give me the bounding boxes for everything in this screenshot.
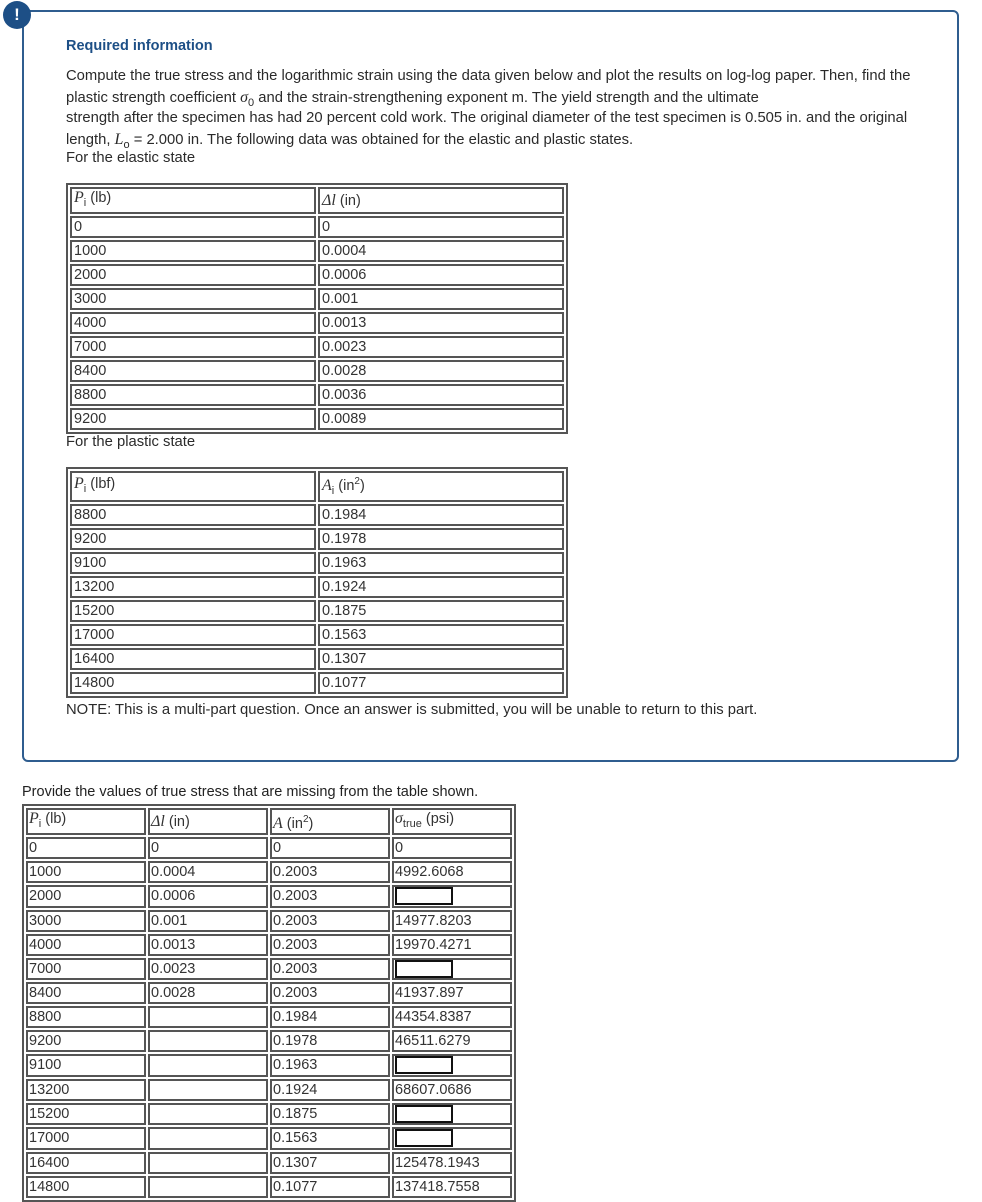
load-subscript: i [83, 483, 87, 495]
problem-text: and the strain-strengthening exponent m. The yield strength and the ultimate [254, 90, 759, 106]
table-header-row [70, 187, 564, 214]
table-cell: 0.1077 [270, 1176, 390, 1198]
table-cell: 19970.4271 [392, 934, 512, 956]
column-header-area [318, 471, 564, 502]
table-cell: 14800 [26, 1176, 146, 1198]
column-header-elongation [148, 808, 268, 835]
table-cell: 46511.6279 [392, 1030, 512, 1052]
table-row [70, 624, 564, 646]
column-header-load [26, 808, 146, 835]
table-row [26, 1006, 512, 1028]
plastic-state-label: For the plastic state [66, 434, 196, 450]
elastic-state-label: For the elastic state [66, 150, 196, 166]
stress-symbol: σ [395, 810, 403, 827]
table-row [26, 837, 512, 859]
problem-text: strength after the specimen has had 20 percent cold work. The original diameter of the test specimen is 0.505 in. and the original length, [66, 110, 908, 148]
table-row [26, 982, 512, 1004]
elongation-unit: (in) [335, 192, 361, 209]
table-cell: 9200 [26, 1030, 146, 1052]
table-cell: 0.2003 [270, 934, 390, 956]
table-cell: 125478.1943 [392, 1152, 512, 1174]
load-symbol: P [74, 475, 84, 492]
table-row [70, 504, 564, 526]
column-header-load [70, 471, 316, 502]
table-row [26, 1176, 512, 1198]
table-cell: 3000 [26, 910, 146, 932]
area-symbol: A [273, 814, 283, 832]
question-prompt: Provide the values of true stress that are missing from the table shown. [22, 784, 479, 800]
table-cell [148, 1006, 268, 1028]
table-row [26, 1127, 512, 1150]
table-cell: 137418.7558 [392, 1176, 512, 1198]
table-row [26, 861, 512, 883]
table-cell: 9100 [70, 552, 316, 574]
table-row [70, 312, 564, 334]
table-cell: 0.0023 [148, 958, 268, 981]
table-row [70, 552, 564, 574]
table-cell: 0.1963 [270, 1054, 390, 1077]
table-cell: 8800 [70, 504, 316, 526]
elongation-unit: (in) [164, 813, 190, 830]
true-stress-answer-cell [392, 1127, 512, 1150]
table-cell: 0.2003 [270, 982, 390, 1004]
table-cell: 0.1924 [270, 1079, 390, 1101]
problem-text: = 2.000 in. The following data was obtained for the elastic and plastic states. [129, 132, 634, 148]
table-row [70, 288, 564, 310]
table-header-row [70, 471, 564, 502]
sigma-subscript: 0 [248, 97, 255, 109]
table-cell: 0.2003 [270, 861, 390, 883]
table-cell: 0.1875 [270, 1103, 390, 1126]
table-cell: 4992.6068 [392, 861, 512, 883]
column-header-true-stress [392, 808, 512, 835]
table-cell: 15200 [26, 1103, 146, 1126]
table-cell: 16400 [26, 1152, 146, 1174]
table-cell: 0.1978 [270, 1030, 390, 1052]
column-header-load [70, 187, 316, 214]
table-cell: 0.0089 [318, 408, 564, 430]
elastic-data-table [66, 183, 568, 434]
length-symbol: L [114, 131, 124, 148]
column-header-area [270, 808, 390, 835]
table-cell: 3000 [70, 288, 316, 310]
table-cell: 0.0006 [148, 885, 268, 908]
table-cell: 0.1963 [318, 552, 564, 574]
problem-statement-line1 [66, 66, 926, 114]
table-cell: 0.2003 [270, 910, 390, 932]
multi-part-note: NOTE: This is a multi-part question. Once an answer is submitted, you will be unable to return to this part. [66, 702, 758, 718]
table-cell [148, 1103, 268, 1126]
plastic-data-table [66, 467, 568, 698]
table-cell: 0.1563 [270, 1127, 390, 1150]
table-cell: 13200 [26, 1079, 146, 1101]
table-cell: 68607.0686 [392, 1079, 512, 1101]
true-stress-answer-input[interactable] [395, 1105, 453, 1123]
table-cell: 0 [70, 216, 316, 238]
table-cell: 7000 [70, 336, 316, 358]
table-cell: 0.0013 [148, 934, 268, 956]
load-symbol: P [74, 189, 84, 206]
table-cell: 0.1563 [318, 624, 564, 646]
true-stress-answer-cell [392, 1054, 512, 1077]
table-row [26, 1079, 512, 1101]
table-cell: 0.0004 [148, 861, 268, 883]
problem-text: Compute the true stress and the logarithmic strain using the data given below and plot the results on log-log paper. Then, find the plastic strength coefficient [66, 68, 911, 106]
table-row [26, 1030, 512, 1052]
table-cell: 0.0023 [318, 336, 564, 358]
table-cell: 0 [270, 837, 390, 859]
area-unit-close: ) [308, 815, 314, 832]
table-cell: 0.0028 [148, 982, 268, 1004]
table-cell: 0.0004 [318, 240, 564, 262]
table-cell: 0.1307 [270, 1152, 390, 1174]
table-cell: 8400 [26, 982, 146, 1004]
table-row [26, 1103, 512, 1126]
table-cell: 8800 [26, 1006, 146, 1028]
table-cell: 0 [392, 837, 512, 859]
table-cell: 0 [26, 837, 146, 859]
table-cell: 9200 [70, 408, 316, 430]
table-cell: 2000 [26, 885, 146, 908]
table-cell: 0.1875 [318, 600, 564, 622]
table-cell: 0.0028 [318, 360, 564, 382]
table-cell: 0 [318, 216, 564, 238]
panel-title: Required information [66, 38, 213, 54]
table-cell: 4000 [70, 312, 316, 334]
table-row [70, 384, 564, 406]
table-row [26, 885, 512, 908]
stress-subscript: true [402, 818, 422, 830]
table-row [70, 240, 564, 262]
area-symbol: A [322, 477, 332, 494]
elongation-symbol: Δl [151, 812, 165, 830]
table-cell [148, 1152, 268, 1174]
table-cell: 14977.8203 [392, 910, 512, 932]
table-cell [148, 1127, 268, 1150]
table-row [26, 1054, 512, 1077]
table-cell: 15200 [70, 600, 316, 622]
table-cell: 9100 [26, 1054, 146, 1077]
load-symbol: P [29, 810, 39, 827]
table-cell: 0.1984 [318, 504, 564, 526]
true-stress-answer-input[interactable] [395, 887, 453, 905]
table-cell: 41937.897 [392, 982, 512, 1004]
table-cell: 17000 [70, 624, 316, 646]
table-row [70, 648, 564, 670]
true-stress-table [22, 804, 516, 1202]
table-cell: 0.1307 [318, 648, 564, 670]
elongation-symbol: Δl [322, 191, 336, 209]
table-cell: 1000 [70, 240, 316, 262]
table-cell [148, 1176, 268, 1198]
true-stress-answer-cell [392, 885, 512, 908]
load-unit: (lb) [86, 190, 112, 206]
table-cell: 0.0006 [318, 264, 564, 286]
true-stress-answer-input[interactable] [395, 1056, 453, 1074]
table-cell: 0.1984 [270, 1006, 390, 1028]
table-cell: 0.0036 [318, 384, 564, 406]
table-cell: 16400 [70, 648, 316, 670]
true-stress-table-body [26, 837, 512, 1198]
true-stress-answer-input[interactable] [395, 1129, 453, 1147]
column-header-elongation [318, 187, 564, 214]
table-cell: 0 [148, 837, 268, 859]
sigma-symbol: σ [240, 89, 248, 106]
table-cell: 0.001 [148, 910, 268, 932]
table-cell: 8400 [70, 360, 316, 382]
table-row [70, 408, 564, 430]
table-row [70, 576, 564, 598]
table-cell [148, 1079, 268, 1101]
table-cell: 17000 [26, 1127, 146, 1150]
load-unit: (lbf) [86, 476, 116, 492]
table-row [70, 672, 564, 694]
load-unit: (lb) [41, 811, 67, 827]
true-stress-answer-cell [392, 1103, 512, 1126]
table-row [70, 264, 564, 286]
exclamation-icon: ! [3, 1, 31, 29]
table-row [70, 216, 564, 238]
plastic-table-body [70, 504, 564, 694]
area-unit: (in [334, 478, 355, 494]
table-cell: 44354.8387 [392, 1006, 512, 1028]
table-row [26, 1152, 512, 1174]
length-subscript: o [123, 139, 130, 151]
table-cell: 0.001 [318, 288, 564, 310]
stress-unit: (psi) [421, 811, 455, 827]
table-cell: 13200 [70, 576, 316, 598]
table-cell [148, 1054, 268, 1077]
table-cell: 0.0013 [318, 312, 564, 334]
area-unit-close: ) [359, 478, 365, 494]
true-stress-answer-cell [392, 958, 512, 981]
load-subscript: i [38, 818, 42, 830]
area-unit: (in [282, 815, 303, 832]
table-header-row [26, 808, 512, 835]
table-cell: 9200 [70, 528, 316, 550]
table-row [70, 360, 564, 382]
area-unit-exponent: 2 [354, 476, 360, 487]
table-cell: 8800 [70, 384, 316, 406]
area-subscript: i [331, 485, 335, 497]
table-cell: 0.2003 [270, 958, 390, 981]
table-row [70, 528, 564, 550]
elastic-table-body [70, 216, 564, 430]
table-row [26, 910, 512, 932]
table-cell: 0.1924 [318, 576, 564, 598]
table-row [26, 934, 512, 956]
table-cell: 2000 [70, 264, 316, 286]
table-row [70, 600, 564, 622]
table-cell: 0.1978 [318, 528, 564, 550]
table-row [70, 336, 564, 358]
table-cell: 14800 [70, 672, 316, 694]
table-cell [148, 1030, 268, 1052]
table-cell: 0.2003 [270, 885, 390, 908]
table-cell: 7000 [26, 958, 146, 981]
area-unit-exponent: 2 [302, 813, 309, 825]
table-cell: 0.1077 [318, 672, 564, 694]
table-cell: 1000 [26, 861, 146, 883]
load-subscript: i [83, 197, 87, 209]
true-stress-answer-input[interactable] [395, 960, 453, 978]
table-cell: 4000 [26, 934, 146, 956]
table-row [26, 958, 512, 981]
